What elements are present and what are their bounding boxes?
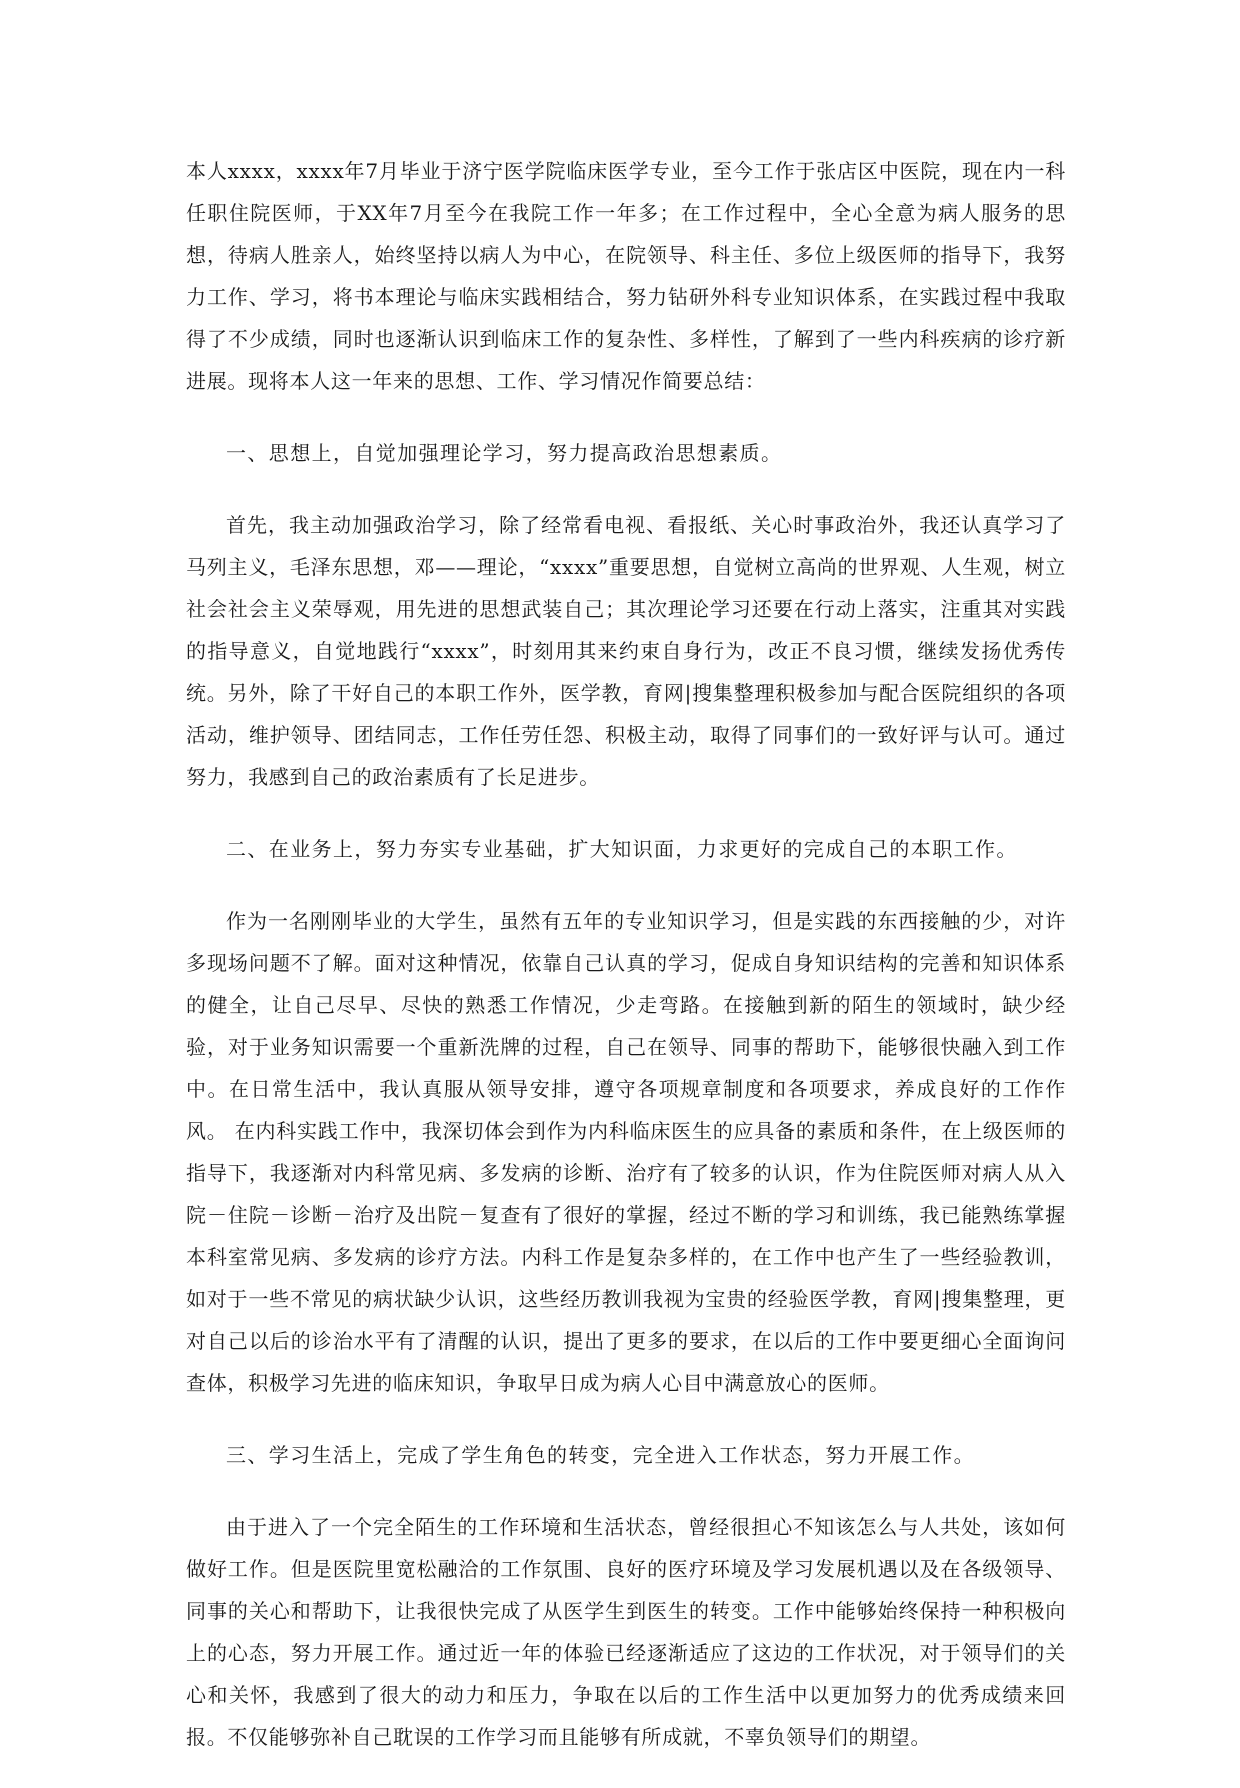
section-heading-3: 三、学习生活上，完成了学生角色的转变，完全进入工作状态，努力开展工作。 — [226, 1443, 975, 1467]
section-heading-1: 一、思想上，自觉加强理论学习，努力提高政治思想素质。 — [226, 441, 783, 465]
body-paragraph-3: 由于进入了一个完全陌生的工作环境和生活状态，曾经很担心不知该怎么与人共处，该如何做好工作。但是医院里宽松融洽的工作氛围、良好的医疗环境及学习发展机遇以及在各级领导、同事的关心和帮助下，让我很快完成了从医学生到医生的转变。工作中能够始终保持一种积极向上的心态，努力开展工作。通过近一年的体验已经逐渐适应了这边的工作状况，对于领导们的关心和关怀，我感到了很大的动力和压力，争取在以后的工作生活中以更加努力的优秀成绩来回报。不仅能够弥补自己耽误的工作学习而且能够有所成就，不辜负领导们的期望。 — [186, 1515, 1066, 1749]
intro-paragraph: 本人xxxx，xxxx年7月毕业于济宁医学院临床医学专业，至今工作于张店区中医院，现在内一科任职住院医师，于XX年7月至今在我院工作一年多；在工作过程中，全心全意为病人服务的思想，待病人胜亲人，始终坚持以病人为中心，在院领导、科主任、多位上级医师的指导下，我努力工作、学习，将书本理论与临床实践相结合，努力钻研外科专业知识体系，在实践过程中我取得了不少成绩，同时也逐渐认识到临床工作的复杂性、多样性，了解到了一些内科疾病的诊疗新进展。现将本人这一年来的思想、工作、学习情况作简要总结： — [186, 159, 1066, 393]
document-body — [186, 150, 1066, 1788]
section-heading-2: 二、在业务上，努力夯实专业基础，扩大知识面，力求更好的完成自己的本职工作。 — [226, 837, 1018, 861]
body-paragraph-2: 作为一名刚刚毕业的大学生，虽然有五年的专业知识学习，但是实践的东西接触的少，对许多现场问题不了解。面对这种情况，依靠自己认真的学习，促成自身知识结构的完善和知识体系的健全，让自己尽早、尽快的熟悉工作情况，少走弯路。在接触到新的陌生的领域时，缺少经验，对于业务知识需要一个重新洗牌的过程，自己在领导、同事的帮助下，能够很快融入到工作中。在日常生活中，我认真服从领导安排，遵守各项规章制度和各项要求，养成良好的工作作风。 在内科实践工作中，我深切体会到作为内科临床医生的应具备的素质和条件，在上级医师的指导下，我逐渐对内科常见病、多发病的诊断、治疗有了较多的认识，作为住院医师对病人从入院－住院－诊断－治疗及出院－复查有了很好的掌握，经过不断的学习和训练，我已能熟练掌握本科室常见病、多发病的诊疗方法。内科工作是复杂多样的，在工作中也产生了一些经验教训，如对于一些不常见的病状缺少认识，这些经历教训我视为宝贵的经验医学教，育网|搜集整理，更对自己以后的诊治水平有了清醒的认识，提出了更多的要求，在以后的工作中要更细心全面询问查体，积极学习先进的临床知识，争取早日成为病人心目中满意放心的医师。 — [186, 909, 1066, 1395]
body-paragraph-1: 首先，我主动加强政治学习，除了经常看电视、看报纸、关心时事政治外，我还认真学习了马列主义，毛泽东思想，邓——理论，“xxxx”重要思想，自觉树立高尚的世界观、人生观，树立社会社会主义荣辱观，用先进的思想武装自己；其次理论学习还要在行动上落实，注重其对实践的指导意义，自觉地践行“xxxx”，时刻用其来约束自身行为，改正不良习惯，继续发扬优秀传统。另外，除了干好自己的本职工作外，医学教，育网|搜集整理积极参加与配合医院组织的各项活动，维护领导、团结同志，工作任劳任怨、积极主动，取得了同事们的一致好评与认可。通过努力，我感到自己的政治素质有了长足进步。 — [186, 513, 1066, 789]
